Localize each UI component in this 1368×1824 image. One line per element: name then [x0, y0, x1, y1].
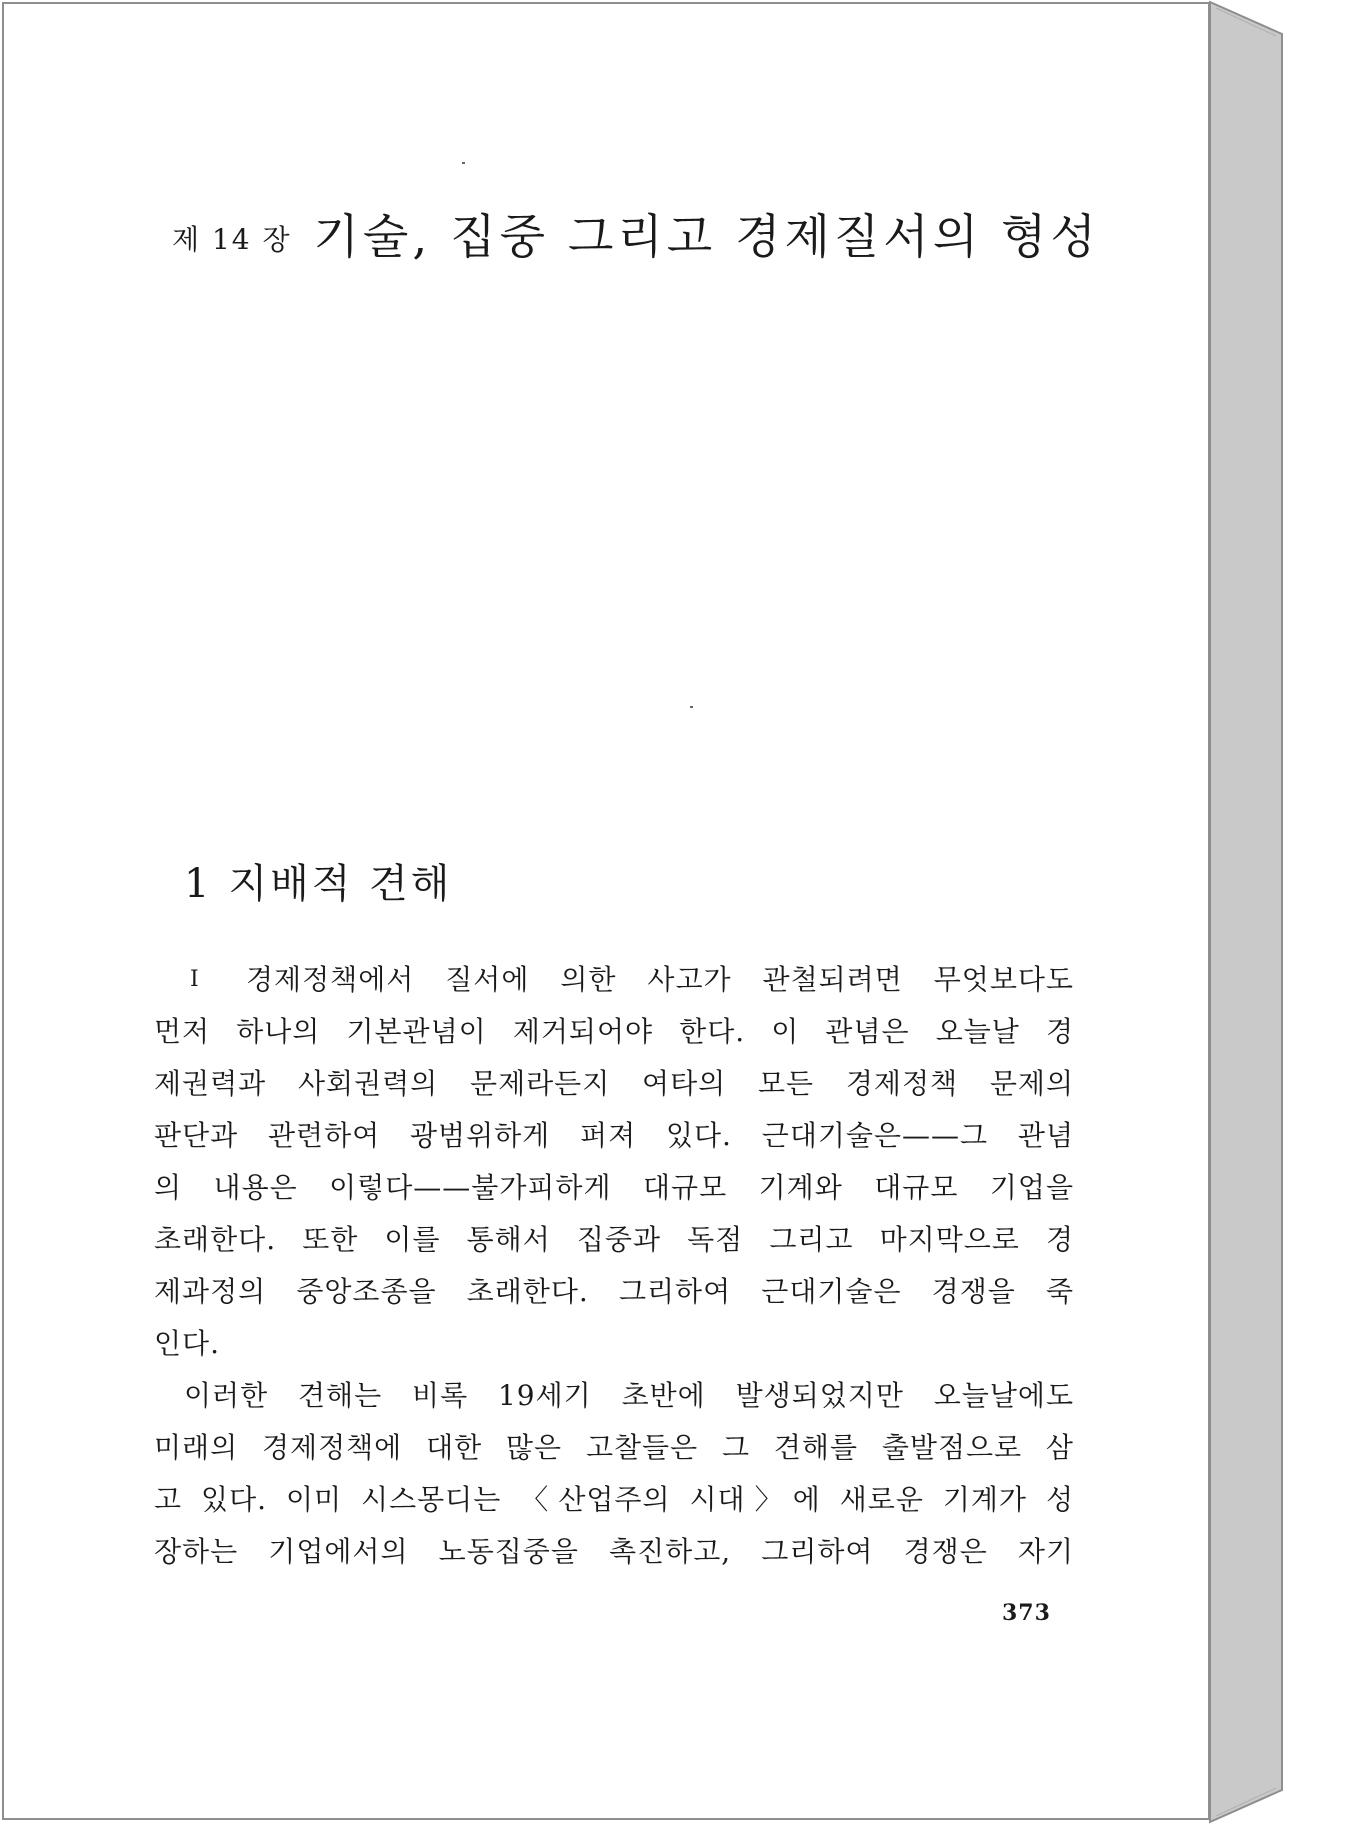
book-page	[2, 2, 1210, 1820]
text-line: 장하는 기업에서의 노동집중을 촉진하고, 그리하여 경쟁은 자기	[154, 1535, 1074, 1568]
page-number: 373	[1002, 1600, 1051, 1626]
text-line: 판단과 관련하여 광범위하게 퍼져 있다. 근대기술은——그 관념	[154, 1119, 1074, 1152]
text-line: 제권력과 사회권력의 문제라든지 여타의 모든 경제정책 문제의	[154, 1067, 1074, 1100]
chapter-number-label: 제 14 장	[172, 223, 292, 256]
scan-speck	[462, 162, 465, 164]
section-heading	[184, 852, 452, 909]
text-line: 먼저 하나의 기본관념이 제거되어야 한다. 이 관념은 오늘날 경	[154, 1015, 1074, 1048]
text-line: 제과정의 중앙조종을 초래한다. 그리하여 근대기술은 경쟁을 죽	[154, 1275, 1074, 1308]
paragraph-marker: I	[190, 967, 200, 992]
scan-speck	[690, 706, 693, 708]
text-line: 의 내용은 이렇다——불가피하게 대규모 기계와 대규모 기업을	[154, 1171, 1074, 1204]
text-line	[154, 954, 1074, 1006]
text-line: 고 있다. 이미 시스몽디는 〈산업주의 시대〉에 새로운 기계가 성	[154, 1483, 1074, 1516]
text-line: 미래의 경제정책에 대한 많은 고찰들은 그 견해를 출발점으로 삼	[154, 1431, 1074, 1464]
text-line-content: 경제정책에서 질서에 의한 사고가 관철되려면 무엇보다도	[246, 963, 1074, 996]
body-text	[154, 954, 1074, 1578]
chapter-title	[172, 200, 1100, 267]
section-title: 지배적 견해	[228, 861, 453, 907]
chapter-title-text: 기술, 집중 그리고 경제질서의 형성	[313, 210, 1100, 265]
text-line: 초래한다. 또한 이를 통해서 집중과 독점 그리고 마지막으로 경	[154, 1223, 1074, 1256]
section-number: 1	[184, 861, 213, 907]
text-line: 인다.	[154, 1327, 220, 1360]
text-line: 이러한 견해는 비록 19세기 초반에 발생되었지만 오늘날에도	[184, 1379, 1074, 1412]
